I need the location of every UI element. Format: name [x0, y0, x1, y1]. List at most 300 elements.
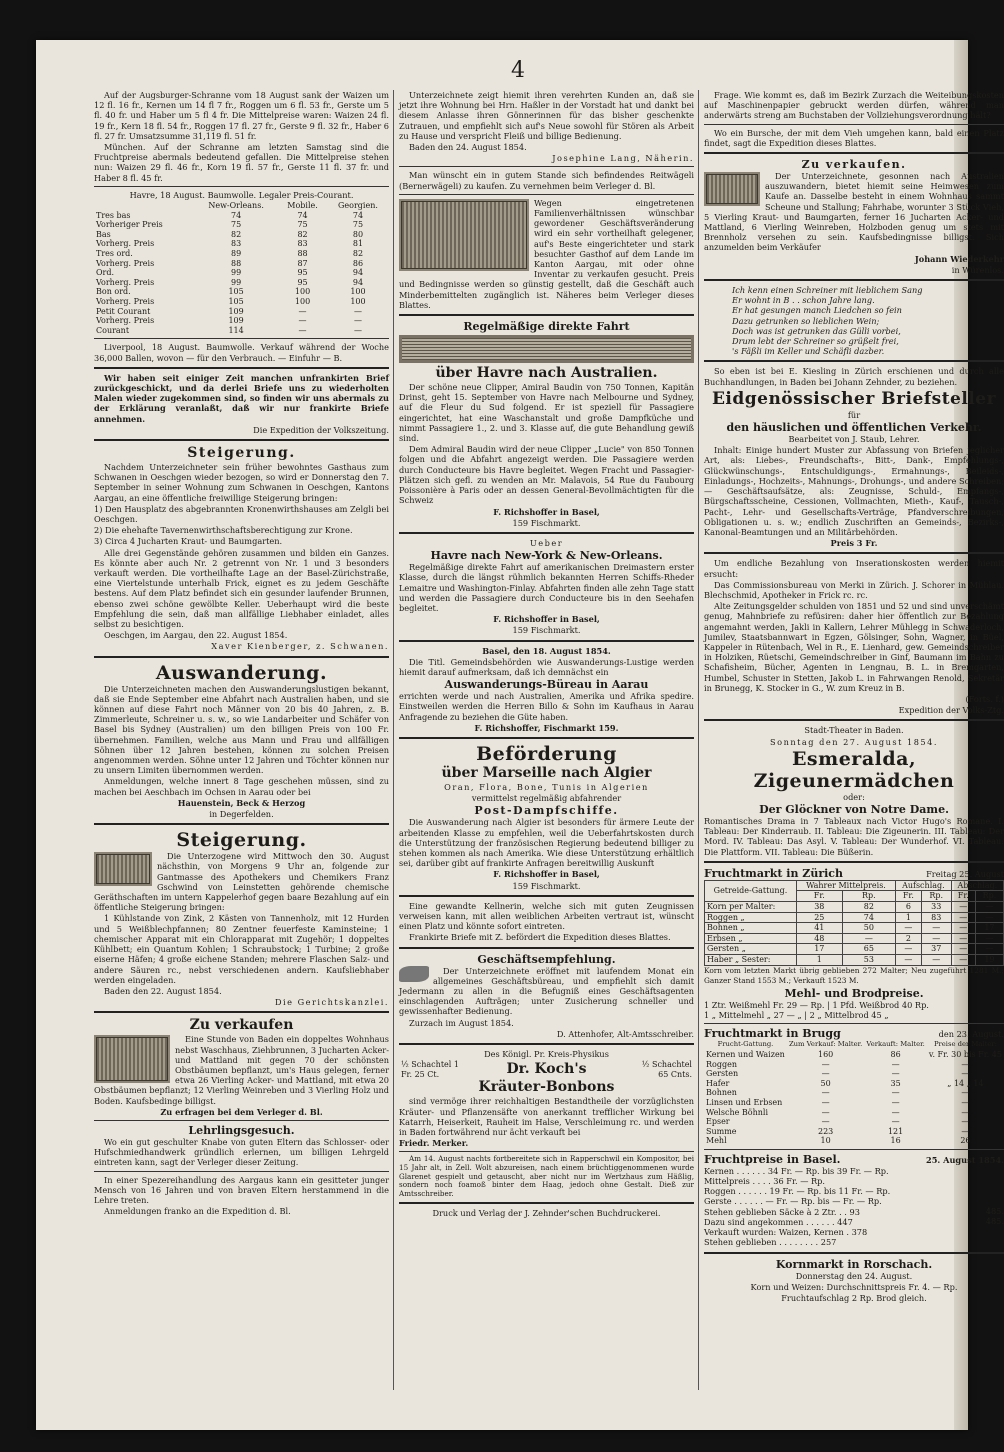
table-header-row [94, 201, 389, 211]
fahrt-heading: Regelmäßige direkte Fahrt [463, 320, 630, 334]
price-line: Kernen . . . . . . 34 Fr. — Rp. bis 39 Fr. — Rp. [704, 1165, 889, 1176]
table-cell: — [821, 1088, 830, 1098]
table-cell: — [951, 944, 975, 955]
table-cell: Gersten „ [705, 944, 797, 955]
steigerung-2-heading: Steigerung. [176, 829, 307, 852]
list-item: 3) Circa 4 Jucharten Kraut- und Baumgarten. [94, 536, 283, 547]
divider [704, 861, 1004, 863]
table-cell: — [298, 306, 307, 316]
theater-date: Sonntag den 27. August 1854. [770, 736, 938, 747]
imprint: Druck und Verlag der J. Zehnder'schen Buchdruckerei. [432, 1208, 661, 1219]
table-cell: 83 [297, 239, 308, 249]
brugg-market-date: den 23. August. [938, 1029, 1004, 1040]
table-cell: — [821, 1117, 830, 1127]
table-row [94, 239, 389, 249]
table-cell: 48 [796, 933, 842, 944]
table-cell: Linsen und Erbsen [706, 1097, 783, 1107]
poem-line: Drum lebt der Schreiner so grüßelt frei, [732, 336, 899, 347]
table-cell: 2 [896, 933, 922, 944]
column-header: Rp. [975, 891, 1003, 902]
steigerung-details: Alle drei Gegenstände gehören zusammen und bilden ein Ganzes. Es könnte aber auch Nr. 2 getrennt von Nr. 1 und 3 besonders verkauft werden. Die vortheilhafte Lage an der Basel-Zürichstraße, eine Viertelstunde unterhalb Frick, eignet es zu jedem Geschäfte bestens. Auf dem Platz befindet sich ein gesunder laufender Brunnen, ebenso zwei schöne gewölbte Keller. Ueberhaupt wird die beste Empfehlung die sein, daß man allfällige Liebhaber einladet, alles selbst zu besichtigen. [94, 547, 389, 630]
table-cell: 121 [887, 1126, 904, 1136]
table-cell: — [951, 912, 975, 923]
column-header [94, 201, 194, 211]
table-cell: — [921, 933, 951, 944]
lehrling-heading: Lehrlingsgesuch. [188, 1123, 295, 1137]
table-row [704, 1069, 1004, 1079]
table-cell: Roggen „ [705, 912, 797, 923]
farmhouse-illustration [704, 172, 760, 206]
table-cell: 17 [796, 944, 842, 955]
price-line: Gerste . . . . . . — Fr. — Rp. bis — Fr. — Rp. [704, 1196, 882, 1207]
column-header: Georgien. [338, 201, 378, 211]
table-header-row [705, 880, 1004, 891]
table-row [705, 954, 1004, 965]
divider [94, 186, 389, 187]
vermittelst-label: vermittelst regelmäßig abfahrender [471, 793, 622, 804]
reitwaegeli-notice: Man wünscht ein in gutem Stande sich befindendes Reitwägeli (Bernerwägeli) zu kaufen. Zu vernehmen beim Verleger d. Bl. [399, 170, 694, 191]
divider [704, 552, 1004, 554]
table-cell: Tres ord. [96, 249, 133, 258]
pointing-hand-icon [399, 966, 429, 982]
table-cell: 87 [297, 258, 308, 268]
koch-price-right: ½ Schachtel 65 Cnts. [641, 1060, 692, 1079]
table-cell: — [896, 954, 922, 965]
table-cell: 81 [352, 239, 364, 249]
table-cell: 88 [231, 258, 242, 268]
table-cell: 74 [352, 210, 364, 220]
fahrt-subheading: über Havre nach Australien. [435, 365, 658, 382]
column-header: Preise der Malter: [933, 1040, 997, 1049]
richshoffer-address: 159 Fischmarkt. [512, 517, 581, 528]
zuerich-market-title: Fruchtmarkt in Zürich [704, 866, 843, 880]
table-cell: 100 [350, 287, 366, 297]
buereau-body: errichten werde und nach Australien, Amerika und Afrika spedire. Einstweilen werden die Herren Billo & Sohn im Kaufhaus in Aarau Anfragende zu beziehen die Güte haben. [399, 691, 694, 722]
column-header: Fr. [796, 891, 842, 902]
havre-cotton-table [94, 201, 389, 335]
column-header: New-Orleans. [208, 201, 264, 211]
poem [704, 285, 1004, 356]
table-cell: 53 [842, 954, 895, 965]
table-cell: 88 [297, 249, 308, 258]
table-row [704, 1127, 1004, 1137]
column-header: Getreide-Gattung. [705, 880, 797, 901]
table-row [704, 1098, 1004, 1108]
column-header: Fr. [896, 891, 922, 902]
koch-seller: Friedr. Merker. [399, 1138, 469, 1149]
zuerich-note: Korn vom letzten Markt übrig geblieben 272 Malter; Neu zugeführt 1281 M.; Ganzer Stand 1553 M.; Verkauft 1523 M. [704, 965, 1004, 985]
table-row [704, 1088, 1004, 1098]
table-cell: 89 [231, 249, 242, 258]
auswanderung-body: Die Unterzeichneten machen den Auswanderungslustigen bekannt, daß sie Ende September eine Abfahrt nach Australien haben, und sie können auf diese Fahrt noch Männer von 20 bis 40 Jahren, z. B. Zimmerleute, Schreiner u. s. w., so wie Landarbeiter und Schäfer von Basel bis Sydney (Australien) um den billigen Preis von 100 Fr. übernehmen. Familien, welche aus Mann und Frau und allfälligen Söhnen über 12 Jahren bestehen, können zu solchen Preisen angenommen werden. Söhne unter 12 Jahren und Töchter können nur zu unsern Limiten übernommen werden. [94, 683, 389, 776]
table-cell: 19 [975, 954, 1003, 965]
table-cell: 74 [231, 210, 242, 220]
gasthof-notice: Wegen eingetretenen Familienverhältnissen wünschbar gewordener Geschäftsveränderung wird ein sehr vortheilhaft gelegener, auf's Beste eingerichteter und stark besuchter Gasthof auf dem Lande im Kanton Aargau, mit oder ohne Inventar zu verkaufen gesucht. Preis und Bedingnisse werden so günstig gestellt, daß die Geschäft auch Minderbemittelten zugänglich ist. Näheres beim Verleger dieses Blattes. [399, 197, 694, 310]
table-row [705, 901, 1004, 912]
table-cell: Welsche Böhnli [706, 1107, 768, 1117]
table-cell: Vorherg. Preis [96, 296, 155, 306]
divider [94, 1120, 389, 1121]
basel-prices-date: 25. August 1854. [926, 1154, 1004, 1165]
price-line: Stehen geblieben Säcke à 2 Ztr. . . 93 [704, 1206, 860, 1217]
richshoffer-signature: F. Richshoffer, Fischmarkt 159. [474, 722, 619, 733]
poem-line: Er wohnt in B . . schon Jahre lang. [732, 295, 875, 306]
table-cell: Tres bas [96, 210, 131, 220]
divider [399, 314, 694, 316]
newyork-heading: Havre nach New-York & New-Orleans. [430, 549, 663, 563]
table-cell: 105 [228, 296, 244, 306]
table-cell: 109 [228, 306, 244, 316]
table-cell: 17 [975, 923, 1003, 934]
table-cell: — [298, 316, 307, 326]
table-cell: Vorherg. Preis [96, 239, 155, 249]
table-row [94, 316, 389, 326]
table-cell: 35 [890, 1078, 901, 1088]
table-cell: — [961, 1126, 970, 1136]
table-cell: Courant [96, 325, 130, 335]
briefsteller-intro: So eben ist bei E. Kiesling in Zürich erschienen und durch alle Buchhandlungen, in Baden bei Johann Zehnder, zu beziehen. [704, 366, 1004, 387]
column-header: Verkauft: Malter. [866, 1040, 925, 1049]
frage-notice: Frage. Wie kommt es, daß im Bezirk Zurzach die Weiteibungskosten auf Maschinenpapier gebruckt werden dürfen, während man anderwärts streng am Buchstaben der Vollziehungsverordnung hält? [704, 90, 1004, 121]
verkaufen-heading: Zu verkaufen. [801, 158, 907, 172]
table-cell: 1 [796, 954, 842, 965]
poem-line: 's Fäßli im Keller und Schäfli dazber. [732, 346, 885, 357]
briefsteller-price: Preis 3 Fr. [830, 538, 878, 549]
price-line: 1 „ Mittelmehl „ 27 — „ | 2 „ Mittelbrod 45 „ [704, 1010, 889, 1021]
column-3 [704, 90, 1004, 1390]
mehl-prices [704, 1000, 1004, 1020]
divider [94, 338, 389, 339]
brugg-market-header [704, 1027, 1004, 1040]
table-cell: — [891, 1059, 900, 1069]
zu-verkaufen-heading: Zu verkaufen [189, 1017, 294, 1034]
augsburg-market: Auf der Augsburger-Schranne vom 18 August sank der Waizen um 12 fl. 16 fr., Kernen um 14 fl 7 fr., Roggen um 6 fl. 53 fr., Gerste um 5 fl. 40 fr. und Haber um 5 fl 4 fr. Die Mittelpreise waren: Waizen 24 fl. 19 fr., Kern 18 fl. 54 fr., Roggen 17 fl. 27 fr., Gerste 9 fl. 32 fr., Haber 6 fl. 27 fr. Umsatzsumme 31,119 fl. 51 fr. [94, 90, 389, 141]
table-cell: Bohnen [706, 1088, 737, 1098]
column-1 [94, 90, 389, 1390]
rorschach-more: Fruchtaufschlag 2 Rp. Brod gleich. [781, 1292, 927, 1303]
lehrling-body: Wo ein gut geschulter Knabe von guten Eltern das Schlosser- oder Hufschmiedhandwerk gründlich erlernen, um billigen Lehrgeld eintreten kann, sagt der Verleger dieser Zeitung. [94, 1136, 389, 1168]
table-cell: 99 [231, 268, 242, 278]
koch-title-row [399, 1060, 694, 1079]
table-cell: 33 [921, 901, 951, 912]
table-cell: — [951, 954, 975, 965]
fahrt-details: Dem Admiral Baudin wird der neue Clipper „Lucie" von 850 Tonnen folgen und die Abfahrt angezeigt werden. Die Passagiere werden durch Conducteure bis Havre begleitet. Wegen Fracht und Passagier-Plätzen sich gefl. zu wenden an Mr. Malavois, 54 Rue du Faubourg Poissonière à Paris oder an dessen General-Bevollmächtigten für die Schweiz [399, 444, 694, 506]
table-cell: — [353, 306, 362, 316]
table-cell: Haber „ Sester: [705, 954, 797, 965]
table-cell: — [891, 1107, 900, 1117]
page-number: 4 [511, 58, 525, 83]
inserat-request: Um endliche Bezahlung von Inserationskosten werden hiemit ersucht: [704, 558, 1004, 579]
table-cell: Vorherg. Preis [96, 277, 155, 287]
table-cell: 86 [890, 1049, 901, 1059]
table-cell: — [821, 1107, 830, 1117]
divider [399, 1151, 694, 1152]
table-row [704, 1108, 1004, 1118]
list-item: 1) Den Hausplatz des abgebrannten Kronenwirthshauses am Zelgli bei Oeschgen. [94, 503, 389, 524]
table-cell: 223 [818, 1126, 834, 1136]
table-cell: — [353, 316, 362, 326]
zu-verkaufen-body: Eine Stunde von Baden ein doppeltes Wohnhaus nebst Waschhaus, Ziehbrunnen, 3 Jucharten Acker- und Mattland mit gegen 70 der schönsten Obstbäumen bepflanzt, um's Haus gelegen, ferner etwa 26 Vierling Acker- und Mattland, mit etwa 20 Obstbäumen bepflanzt; 12 Vierling Weinreben und 3 Vierling Holz und Boden. Kaufsbedinge billigst. [94, 1034, 389, 1106]
divider [399, 1202, 694, 1204]
brugg-market-table [704, 1040, 1004, 1146]
theater-oder: oder: [843, 791, 865, 802]
steigerung-2-signature: Die Gerichtskanzlei. [274, 997, 389, 1008]
column-header: Zum Verkauf: Malter. [788, 1040, 863, 1049]
table-cell: 6 [896, 901, 922, 912]
price-line: Dazu sind angekommen . . . . . . 447 [704, 1216, 853, 1227]
verkaufen-body: Der Unterzeichnete, gesonnen nach Australien auszuwandern, bietet hiemit seine Heimwesen zum Kaufe an. Dasselbe besteht in einem Wohnhaus sammt Scheune und Stallung; Fahrhabe, worunter 3 Stück Vieh, 5 Vierling Kraut- und Baumgarten, ferner 16 Jucharten Acker- und Mattland, 6 Vierling Weinreben, Holzboden genug um stets mit Brennholz versehen zu sein. Kaufsbedingnisse billigst. Sich anzumelden beim Verkäufer [704, 171, 1004, 253]
naehterin-notice: Unterzeichnete zeigt hiemit ihren verehrten Kunden an, daß sie jetzt ihre Wohnung bei Hrn. Haßler in der Vorstadt hat und dankt bei diesem Anlasse ihren Gönnerinnen für das bisher geschenkte Zutrauen, und empfiehlt sich auf's Neue sowohl für Stören als Arbeit zu Hause und verspricht Fleiß und billige Bedienung. [399, 90, 694, 141]
table-cell: 105 [228, 287, 244, 297]
table-cell: 94 [352, 268, 364, 278]
befoerderung-heading: Beförderung [476, 742, 617, 765]
inserat-continued: (Forts. f.) [965, 693, 1004, 704]
column-header: Abschlag. [951, 880, 1003, 891]
inserat-debtors: Das Commissionsbureau von Merki in Zürich. J. Schorer in Mühlau. Blechschmid, Apotheker in Frick rc. rc. [704, 579, 1004, 600]
table-cell: — [961, 1107, 970, 1117]
table-cell: 83 [231, 239, 242, 249]
table-cell: Bas [96, 229, 111, 239]
table-cell: — [896, 944, 922, 955]
table-row [94, 211, 389, 221]
table-cell: 80 [352, 229, 364, 239]
basel-prices [704, 1166, 970, 1248]
divider [704, 1252, 1004, 1254]
divider [704, 719, 1004, 721]
table-row [704, 1117, 1004, 1127]
table-cell: — [891, 1069, 900, 1079]
price-line: Mittelpreis . . . . 36 Fr. — Rp. [704, 1176, 826, 1187]
price-line: Stehen geblieben . . . . . . . . 257 [704, 1237, 837, 1248]
table-cell: 75 [231, 220, 242, 230]
mehl-heading: Mehl- und Brodpreise. [784, 986, 924, 1000]
table-row [705, 933, 1004, 944]
table-cell: — [951, 923, 975, 934]
geschaeft-signature: D. Attenhofer, Alt-Amtsschreiber. [556, 1028, 694, 1039]
table-row [704, 1079, 1004, 1089]
theater-title: Esmeralda, [791, 747, 917, 770]
theater-subtitle: Der Glöckner von Notre Dame. [759, 802, 949, 816]
table-header-row [704, 1040, 1004, 1050]
koch-name: Dr. Koch's [506, 1061, 587, 1078]
divider [94, 367, 389, 369]
divider [94, 823, 389, 825]
koch-price-left: ½ Schachtel 1 Fr. 25 Ct. [401, 1060, 459, 1079]
table-cell: 37 [921, 944, 951, 955]
muenchen-market: München. Auf der Schranne am letzten Samstag sind die Fruchtpreise abermals bedeutend gefallen. Die Mittelpreise stehen nun: Waizen 29 fl. 46 fr., Korn 19 fl. 57 fr., Gerste 11 fl. 37 fr. und Haber 8 fl. 45 fr. [94, 142, 389, 183]
briefsteller-heading: Eidgenössischer Briefsteller [711, 388, 997, 409]
algeria-destinations: Oran, Flora, Bone, Tunis in Algerien [444, 781, 649, 792]
table-cell: Roggen [706, 1059, 737, 1069]
table-cell: — [298, 325, 307, 335]
inserat-old-debts: Alte Zeitungsgelder schulden von 1851 und 52 und sind unverschämt genug, Mahnbriefe zu refüsiren: daher hier öffentlich zur Bezahlung angemahnt werden, Jakli in Kallern, Lehrer Mühlegg in Schwaderloch, Jumilev, Staatsbannwart in Egzen, Gölsinger, Sohn, Wagner, in Büel, Kappeler in Rütenbach, Wel in R., E. Lienhard, gew. Gemeindschreiber in Holziken, Rüetschi, Gemeindschreiber in Ginf, Baumann im Bahn zu Schafisheim, Bücher, Agenten in Lengnau, B. L. in Bremgarten, Humbel, Schuster in Stetten, Jakob L. in Fahrwangen Renold, Sekretär in Brunegg, K. Stocker in G., W. zum Kreuz in B. [704, 601, 1004, 693]
nachtrag-notice: Am 14. August nachts fortbereitete sich in Rapperschwil ein Kompositor, bei 15 Jahr alt, in Zell. Wolt abzureisen, nach einem brüchtiggenommenen wurde Glarenet gespielt und getauscht, aber nicht nur im Wertzhaus zum Häßlig, sondern noch foamoß binter dem Haag, jedoch ohne Gestalt. Dieß zur Amtsschreiber. [399, 1154, 694, 1198]
basel-prices-title: Fruchtpreise in Basel. [704, 1152, 841, 1166]
table-row [94, 287, 389, 297]
theater-title-2: Zigeunermädchen [753, 769, 955, 792]
table-cell: — [975, 944, 1003, 955]
divider [399, 1043, 694, 1045]
table-row [705, 923, 1004, 934]
newspaper-page [36, 40, 1004, 1430]
brugg-market-title: Fruchtmarkt in Brugg [704, 1027, 841, 1041]
auswanderung-place: in Degerfelden. [209, 809, 274, 820]
table-cell: 100 [350, 296, 366, 306]
naehterin-date: Baden den 24. August 1854. [409, 142, 527, 153]
buereau-heading: Auswanderungs-Büreau in Aarau [444, 678, 649, 692]
table-cell: — [975, 933, 1003, 944]
richshoffer-name: F. Richshoffer in Basel, [493, 614, 600, 625]
table-cell: „ 14 „ 14 [947, 1078, 984, 1088]
apothecary-illustration [94, 852, 152, 886]
steigerung-items [94, 504, 389, 547]
table-cell: 95 [297, 277, 308, 287]
notice-signature: Die Expedition der Volkszeitung. [253, 424, 389, 435]
table-cell: — [961, 1069, 970, 1079]
column-header: Rp. [842, 891, 895, 902]
kellnerin-notice: Eine gewandte Kellnerin, welche sich mit guten Zeugnissen verweisen kann, mit allen weiblichen Arbeiten vertraut ist, wünscht einen Platz und könnte sofort eintreten. [399, 900, 694, 932]
table-row [94, 259, 389, 269]
table-cell: Summe [706, 1126, 737, 1136]
table-cell: Bohnen „ [705, 923, 797, 934]
koch-bonbons-heading: Kräuter-Bonbons [478, 1079, 615, 1096]
table-cell: 114 [228, 325, 244, 335]
table-cell: — [842, 933, 895, 944]
rorschach-body: Korn und Weizen: Durchschnittspreis Fr. 4. — Rp. [750, 1281, 958, 1292]
briefsteller-fuer: für [847, 409, 861, 420]
basel-total: 485. [985, 1216, 1004, 1227]
richshoffer-address: 159 Fischmarkt. [512, 625, 581, 636]
geschaeft-body: Der Unterzeichnete eröffnet mit laufendem Monat ein allgemeines Geschäftsbüreau, und empfiehlt sich damit Jedermann zu allen in die Befugniß eines Geschäftsagenten einschlagenden Aufträgen; unter Zusicherung schneller und gewissenhafter Bedienung. [399, 965, 694, 1017]
theater-tableaux: Romantisches Drama in 7 Tableaux nach Victor Hugo's Romane. I. Tableau: Der Kinderraub. II. Tableau: Die Zigeunerin. III. Tableau: Der Mord. IV. Tableau: Das Asyl. V. Tableau: Der Wunderhof. VI. Tableau: Die Plattform. VII. Tableau: Die Büßerin. [704, 815, 1004, 857]
table-cell: 99 [231, 277, 242, 287]
price-line: Verkauft wurden: Waizen, Kernen . 378 [704, 1227, 868, 1238]
table-cell: 82 [352, 249, 364, 258]
auswanderung-signature: Hauenstein, Beck & Herzog [177, 797, 306, 808]
house-illustration [94, 1035, 170, 1083]
table-cell: 75 [352, 220, 364, 230]
table-cell: 26 [960, 1136, 971, 1146]
steigerung-2-items: 1 Kühlstande von Zink, 2 Kästen von Tannenholz, mit 12 Hurden und 5 Weißblechpfannen; 80 Zentner feuerfeste Kaminsteine; 1 chemischer Apparat mit ein Chlorapparat mit Zugehör; 1 doppeltes Kühlbett; ein Quantum Kohlen; 1 Schraubstock; 1 Turbine; 2 große eiserne Häfen; 4 große eichene Standen; mehrere Flaschen Salz- und andere Säuren rc., nebst verschiedenen andern. Kaufsliebhaber werden eingeladen. [94, 913, 389, 985]
table-cell: — [961, 1097, 970, 1107]
poem-line: Ich kenn einen Schreiner mit lieblichem Sang [732, 285, 923, 296]
table-cell: — [921, 954, 951, 965]
steigerung-date: Oeschgen, im Aargau, den 22. August 1854. [104, 630, 288, 641]
table-row [94, 230, 389, 240]
richshoffer-address: 159 Fischmarkt. [512, 880, 581, 891]
table-cell: 95 [297, 268, 308, 278]
liverpool-cotton: Liverpool, 18 August. Baumwolle. Verkauf während der Woche 36,000 Ballen, wovon — für den Verbrauch. — Einfuhr — B. [94, 342, 389, 363]
column-header: Aufschlag. [896, 880, 952, 891]
basel-totals [970, 1166, 1004, 1248]
table-cell: 65 [842, 944, 895, 955]
table-cell: — [821, 1059, 830, 1069]
steigerung-2-date: Baden den 22. August 1854. [104, 985, 222, 996]
table-row [704, 1060, 1004, 1070]
table-cell: 100 [294, 296, 311, 306]
table-cell: 50 [820, 1078, 831, 1088]
table-cell: — [353, 325, 362, 335]
table-row [704, 1136, 1004, 1146]
divider [399, 737, 694, 739]
poem-line: Doch was ist getrunken das Gülli vorbei, [732, 325, 901, 336]
table-row [94, 307, 389, 317]
column-divider [698, 90, 699, 1390]
table-cell: 10 [820, 1136, 831, 1146]
auswanderung-heading: Auswanderung. [155, 661, 328, 684]
table-row [94, 278, 389, 288]
basel-dateline: Basel, den 18. August 1854. [482, 645, 611, 656]
table-cell: Hafer [706, 1078, 730, 1088]
table-cell: — [891, 1088, 900, 1098]
briefsteller-contents: Inhalt: Einige hundert Muster zur Abfassung von Briefen jeglicher Art, als: Liebes-, Freundschafts-, Bitt-, Dank-, Empfehlungs-, Glückwünschungs-, Entschuldigungs-, Ermahnungs-, Beileids-, Einladungs-, Hochzeits-, Mahnungs-, Drohungs-, und andere Schreiben; — Geschäftsaufsätze, als: Zeugnisse, Schuld-, Empfangs-, Bürgschaftsscheine, Cessionen, Vollmachten, Mieth-, Kauf-, Tausch-, Pacht-, Lehr- und Gesellschafts-Verträge, Pfandverschreibungen, Obligationen u. s. w.; endlich Zuschriften an Gemeinds-, Bezirks-, Kanonal-Beamtungen und an Militärbehörden. [704, 445, 1004, 537]
newyork-body: Regelmäßige direkte Fahrt auf amerikanischen Dreimastern erster Klasse, durch die längst rühmlich bekannten Herren Schiffs-Rheder Lemaitre und Washington-Finlay. Abfahrten finden alle zehn Tage statt und werden die Passagiere durch Conducteure bis in den Seehafen begleitet. [399, 562, 694, 613]
table-cell: Vorherg. Preis [96, 316, 155, 326]
table-cell: — [921, 923, 951, 934]
table-cell: Kernen und Waizen [706, 1049, 785, 1059]
divider [704, 1023, 1004, 1024]
table-cell: — [891, 1117, 900, 1127]
zuerich-market-header [704, 867, 1004, 880]
divider [94, 656, 389, 658]
table-cell: Gersten [706, 1069, 739, 1079]
gasthof-illustration [399, 199, 529, 271]
table-row [94, 249, 389, 259]
ship-illustration [399, 335, 694, 363]
poem-line: Dazu getrunken so lieblichen Wein; [732, 315, 880, 326]
table-cell: 25 [796, 912, 842, 923]
steigerung-body: Nachdem Unterzeichneter sein früher bewohntes Gasthaus zum Schwanen in Oeschgen wieder bezogen, so wird er Donnerstag den 7. September in seiner Wohnung zum Schwanen in Oeschgen, Kantons Aargau, an eine öffentliche freiwillige Steigerung bringen: [94, 461, 389, 503]
table-row [94, 326, 389, 336]
divider [704, 1149, 1004, 1150]
table-cell: — [821, 1097, 830, 1107]
koch-body: sind vermöge ihrer reichhaltigen Bestandtheile der vorzüglichsten Kräuter- und Pflanzensäfte von anerkannt trefflicher Wirkung bei Katarrh, Heiserkeit, Rauheit im Halse, Verschleimung rc. und werden in Baden fortwährend nur ächt verkauft bei [399, 1096, 694, 1138]
table-cell: 109 [228, 316, 244, 326]
divider [704, 279, 1004, 281]
auswanderung-registration: Anmeldungen, welche innert 8 Tage geschehen müssen, sind zu machen bei Aeschbach im Ochsen in Aarau oder bei [94, 776, 389, 797]
table-cell: Erbsen „ [705, 933, 797, 944]
table-cell: v. Fr. 30 bis Fr. 45 [928, 1049, 1002, 1059]
zuerich-market-date: Freitag 25. August [926, 868, 1004, 879]
theater-header: Stadt-Theater in Baden. [804, 725, 904, 736]
rorschach-date: Donnerstag den 24. August. [795, 1270, 913, 1281]
divider [399, 640, 694, 642]
table-cell: 82 [842, 901, 895, 912]
table-cell: 83 [921, 912, 951, 923]
price-line: 1 Ztr. Weißmehl Fr. 29 — Rp. | 1 Pfd. Weißbrod 40 Rp. [704, 999, 929, 1010]
table-cell: Vorherg. Preis [96, 258, 155, 268]
table-row [705, 912, 1004, 923]
table-cell: 86 [352, 258, 364, 268]
price-line: Roggen . . . . . . 19 Fr. — Rp. bis 11 Fr. — Rp. [704, 1186, 891, 1197]
table-cell: 74 [842, 912, 895, 923]
column-header: Fr. [951, 891, 975, 902]
divider [399, 895, 694, 897]
table-row [94, 268, 389, 278]
geschaeft-date: Zurzach im August 1854. [409, 1017, 514, 1028]
steigerung-heading: Steigerung. [187, 444, 296, 461]
table-cell: — [961, 1059, 970, 1069]
column-header: Frucht-Gattung. [717, 1040, 774, 1049]
table-cell: 82 [297, 229, 308, 239]
table-cell: — [821, 1069, 830, 1079]
table-row [94, 220, 389, 230]
naehterin-signature: Josephine Lang, Näherin. [552, 153, 694, 164]
divider [94, 439, 389, 441]
richshoffer-name: F. Richshoffer in Basel, [493, 869, 600, 880]
ueber-label: Ueber [529, 537, 564, 548]
divider [399, 947, 694, 949]
